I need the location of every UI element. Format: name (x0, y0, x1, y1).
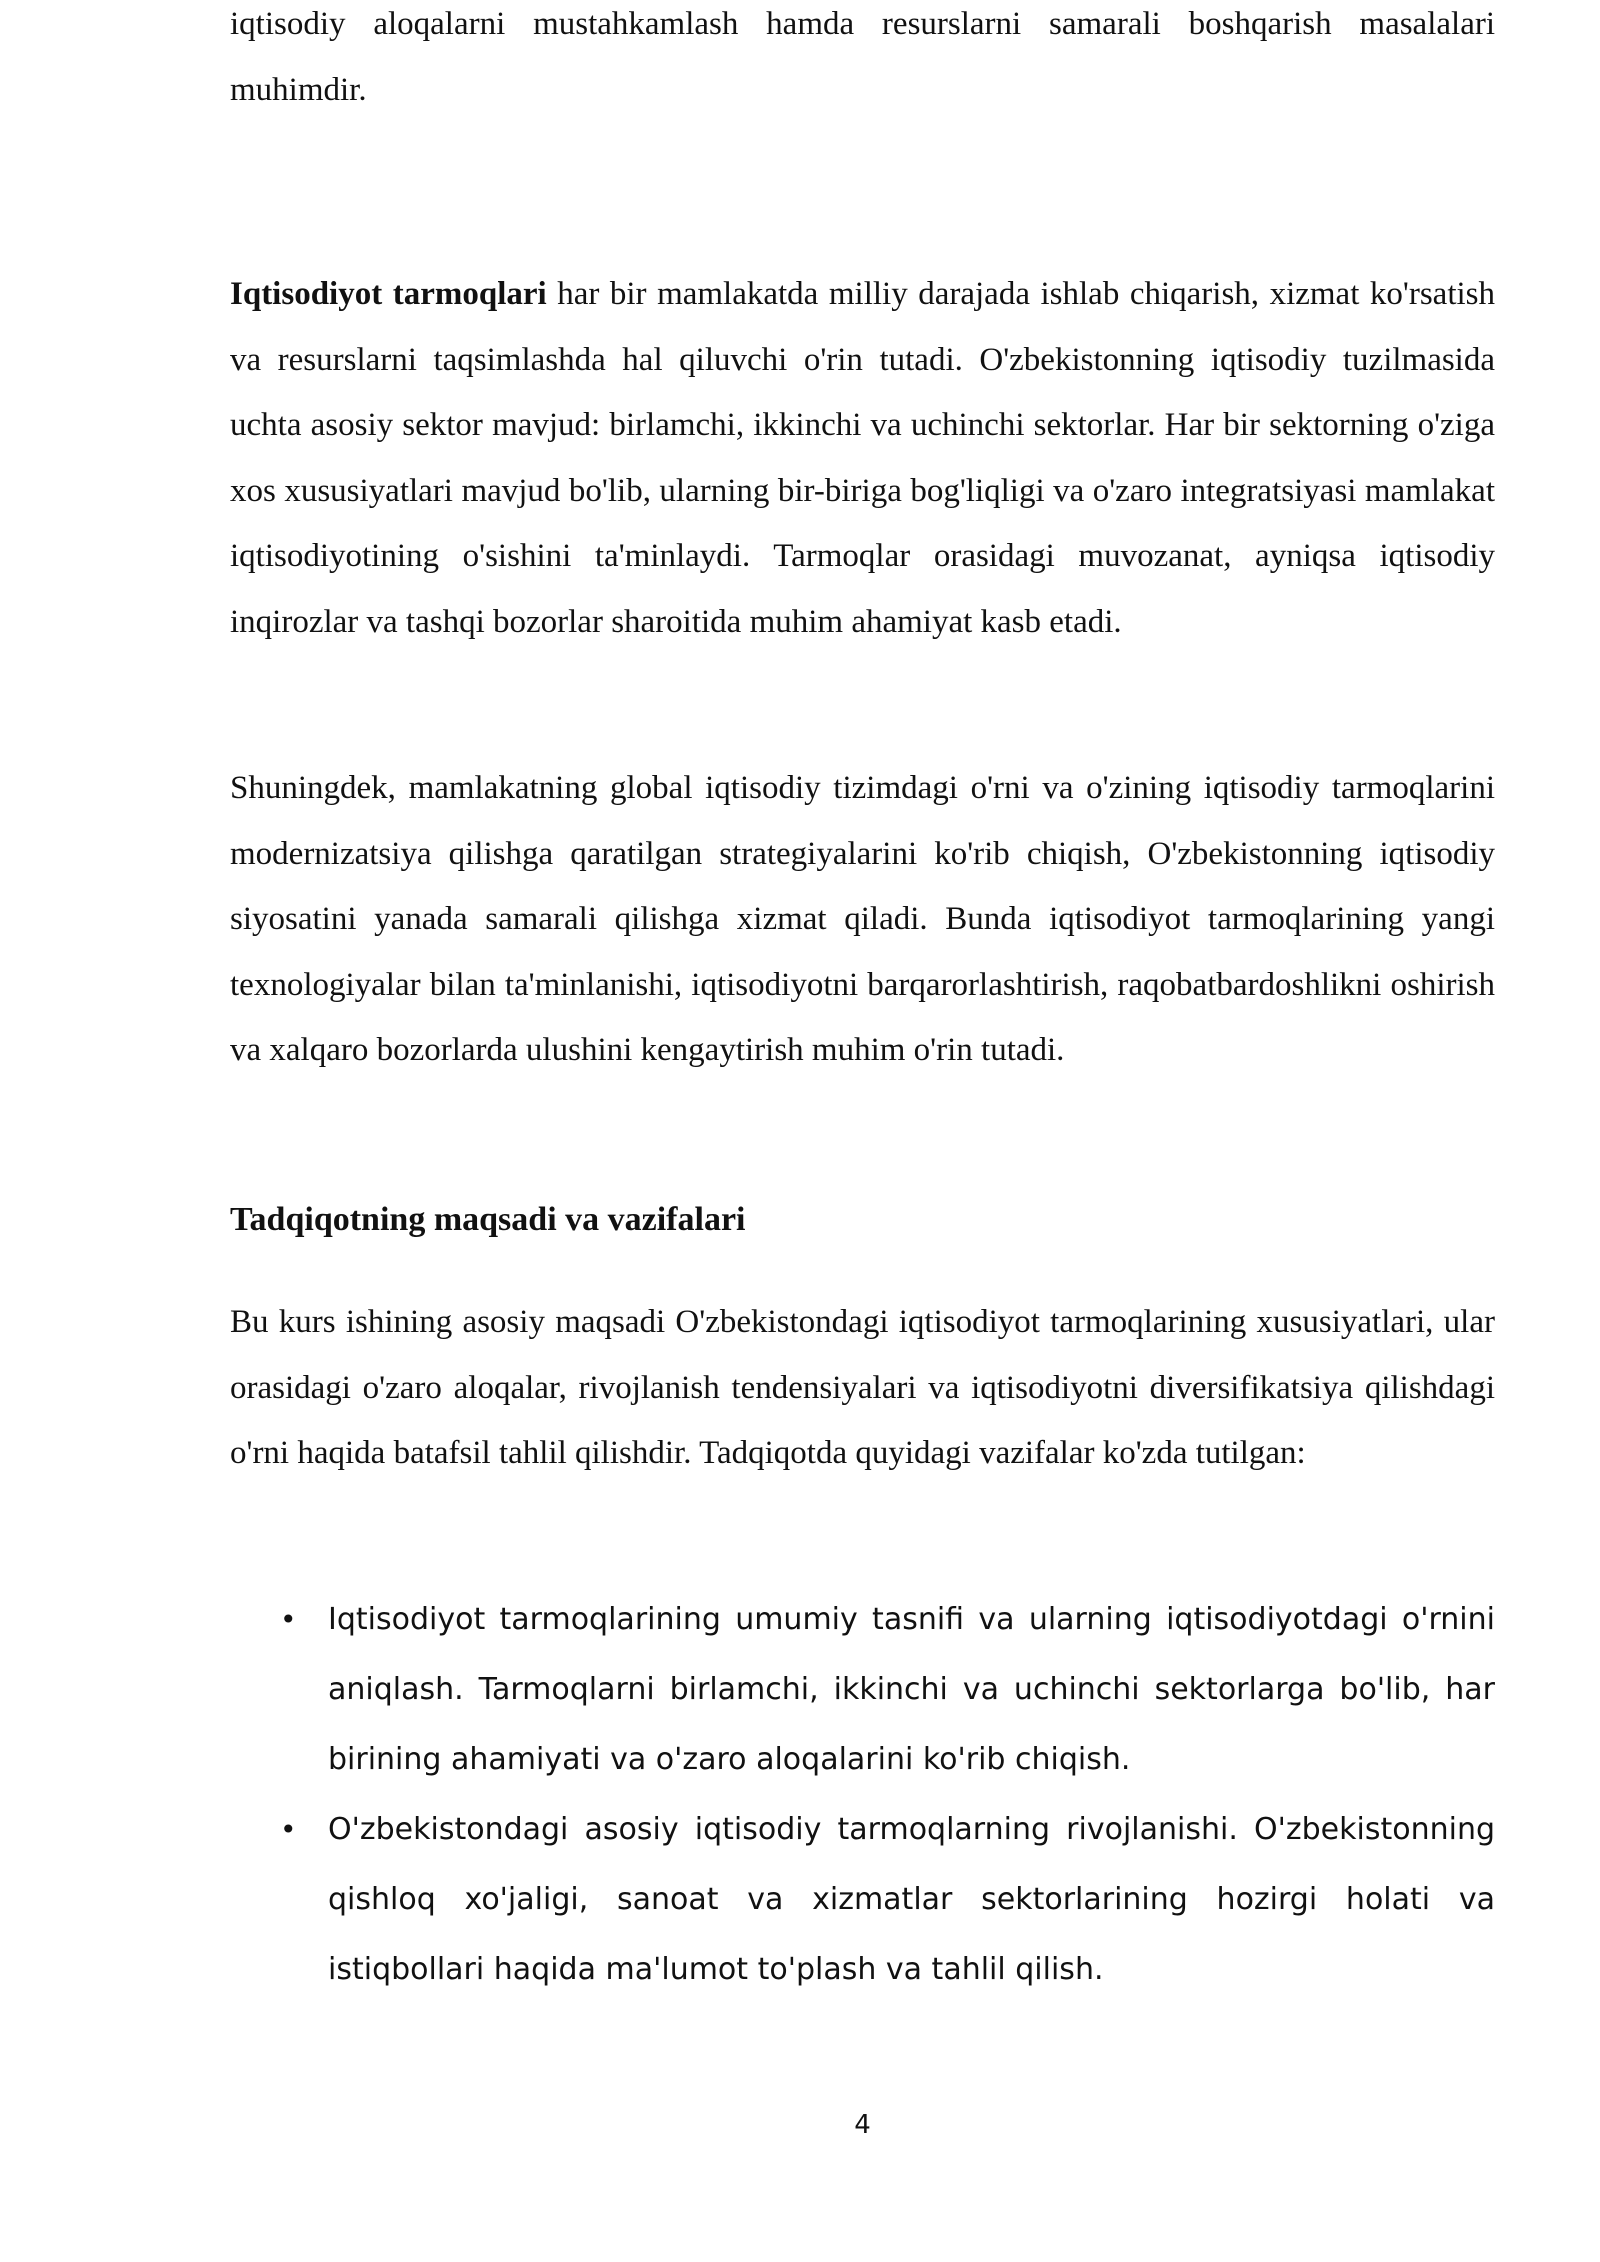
bullet-icon: • (280, 1813, 297, 1846)
paragraph-top: iqtisodiy aloqalarni mustahkamlash hamda resurslarni samarali boshqarish masalalari muhimdir. (230, 6, 1495, 108)
list-item (230, 1585, 1495, 1795)
list-item-text: O'zbekistondagi asosiy iqtisodiy tarmoqlarning rivojlanishi. O'zbekistonning qishloq xo'jaligi, sanoat va xizmatlar sektorlarining hozirgi holati va istiqbollari haqida ma'lumot to'plash va tahlil qilish. (328, 1812, 1495, 1987)
paragraph-shuningdek: Shuningdek, mamlakatning global iqtisodiy tizimdagi o'rni va o'zining iqtisodiy tarmoqlarini modernizatsiya qilishga qaratilgan strategiyalarini ko'rib chiqish, O'zbekistonning iqtisodiy siyosatini yanada samarali qilishga xizmat qiladi. Bunda iqtisodiyot tarmoqlarining yangi texnologiyalar bilan ta'minlanishi, iqtisodiyotni barqarorlashtirish, raqobatbardoshlikni oshirish va xalqaro bozorlarda ulushini kengaytirish muhim o'rin tutadi. (230, 770, 1495, 1068)
page-number: 4 (854, 2110, 871, 2140)
list-item (230, 1795, 1495, 2005)
paragraph-iqtisodiyot-tarmoqlari (230, 262, 1495, 655)
paragraph-lead-term: Iqtisodiyot tarmoqlari (230, 276, 547, 312)
paragraph-body: har bir mamlakatda milliy darajada ishlab chiqarish, xizmat ko'rsatish va resurslarni taqsimlashda hal qiluvchi o'rin tutadi. O'zbekistonning iqtisodiy tuzilmasida uchta asosiy sektor mavjud: birlamchi, ikkinchi va uchinchi sektorlar. Har bir sektorning o'ziga xos xususiyatlari mavjud bo'lib, ularning bir-biriga bog'liqligi va o'zaro integratsiyasi mamlakat iqtisodiyotining o'sishini ta'minlaydi. Tarmoqlar orasidagi muvozanat, ayniqsa iqtisodiy inqirozlar va tashqi bozorlar sharoitida muhim ahamiyat kasb etadi. (230, 276, 1495, 640)
list-item-text: Iqtisodiyot tarmoqlarining umumiy tasnifi va ularning iqtisodiyotdagi o'rnini aniqlash. Tarmoqlarni birlamchi, ikkinchi va uchinchi sektorlarga bo'lib, har birining ahamiyati va o'zaro aloqalarini ko'rib chiqish. (328, 1602, 1495, 1777)
task-list (230, 1585, 1495, 2005)
paragraph-maqsad: Bu kurs ishining asosiy maqsadi O'zbekistondagi iqtisodiyot tarmoqlarining xususiyatlari, ular orasidagi o'zaro aloqalar, rivojlanish tendensiyalari va iqtisodiyotni diversifikatsiya qilishdagi o'rni haqida batafsil tahlil qilishdir. Tadqiqotda quyidagi vazifalar ko'zda tutilgan: (230, 1304, 1495, 1471)
section-heading: Tadqiqotning maqsadi va vazifalari (230, 1201, 746, 1238)
bullet-icon: • (280, 1603, 297, 1636)
